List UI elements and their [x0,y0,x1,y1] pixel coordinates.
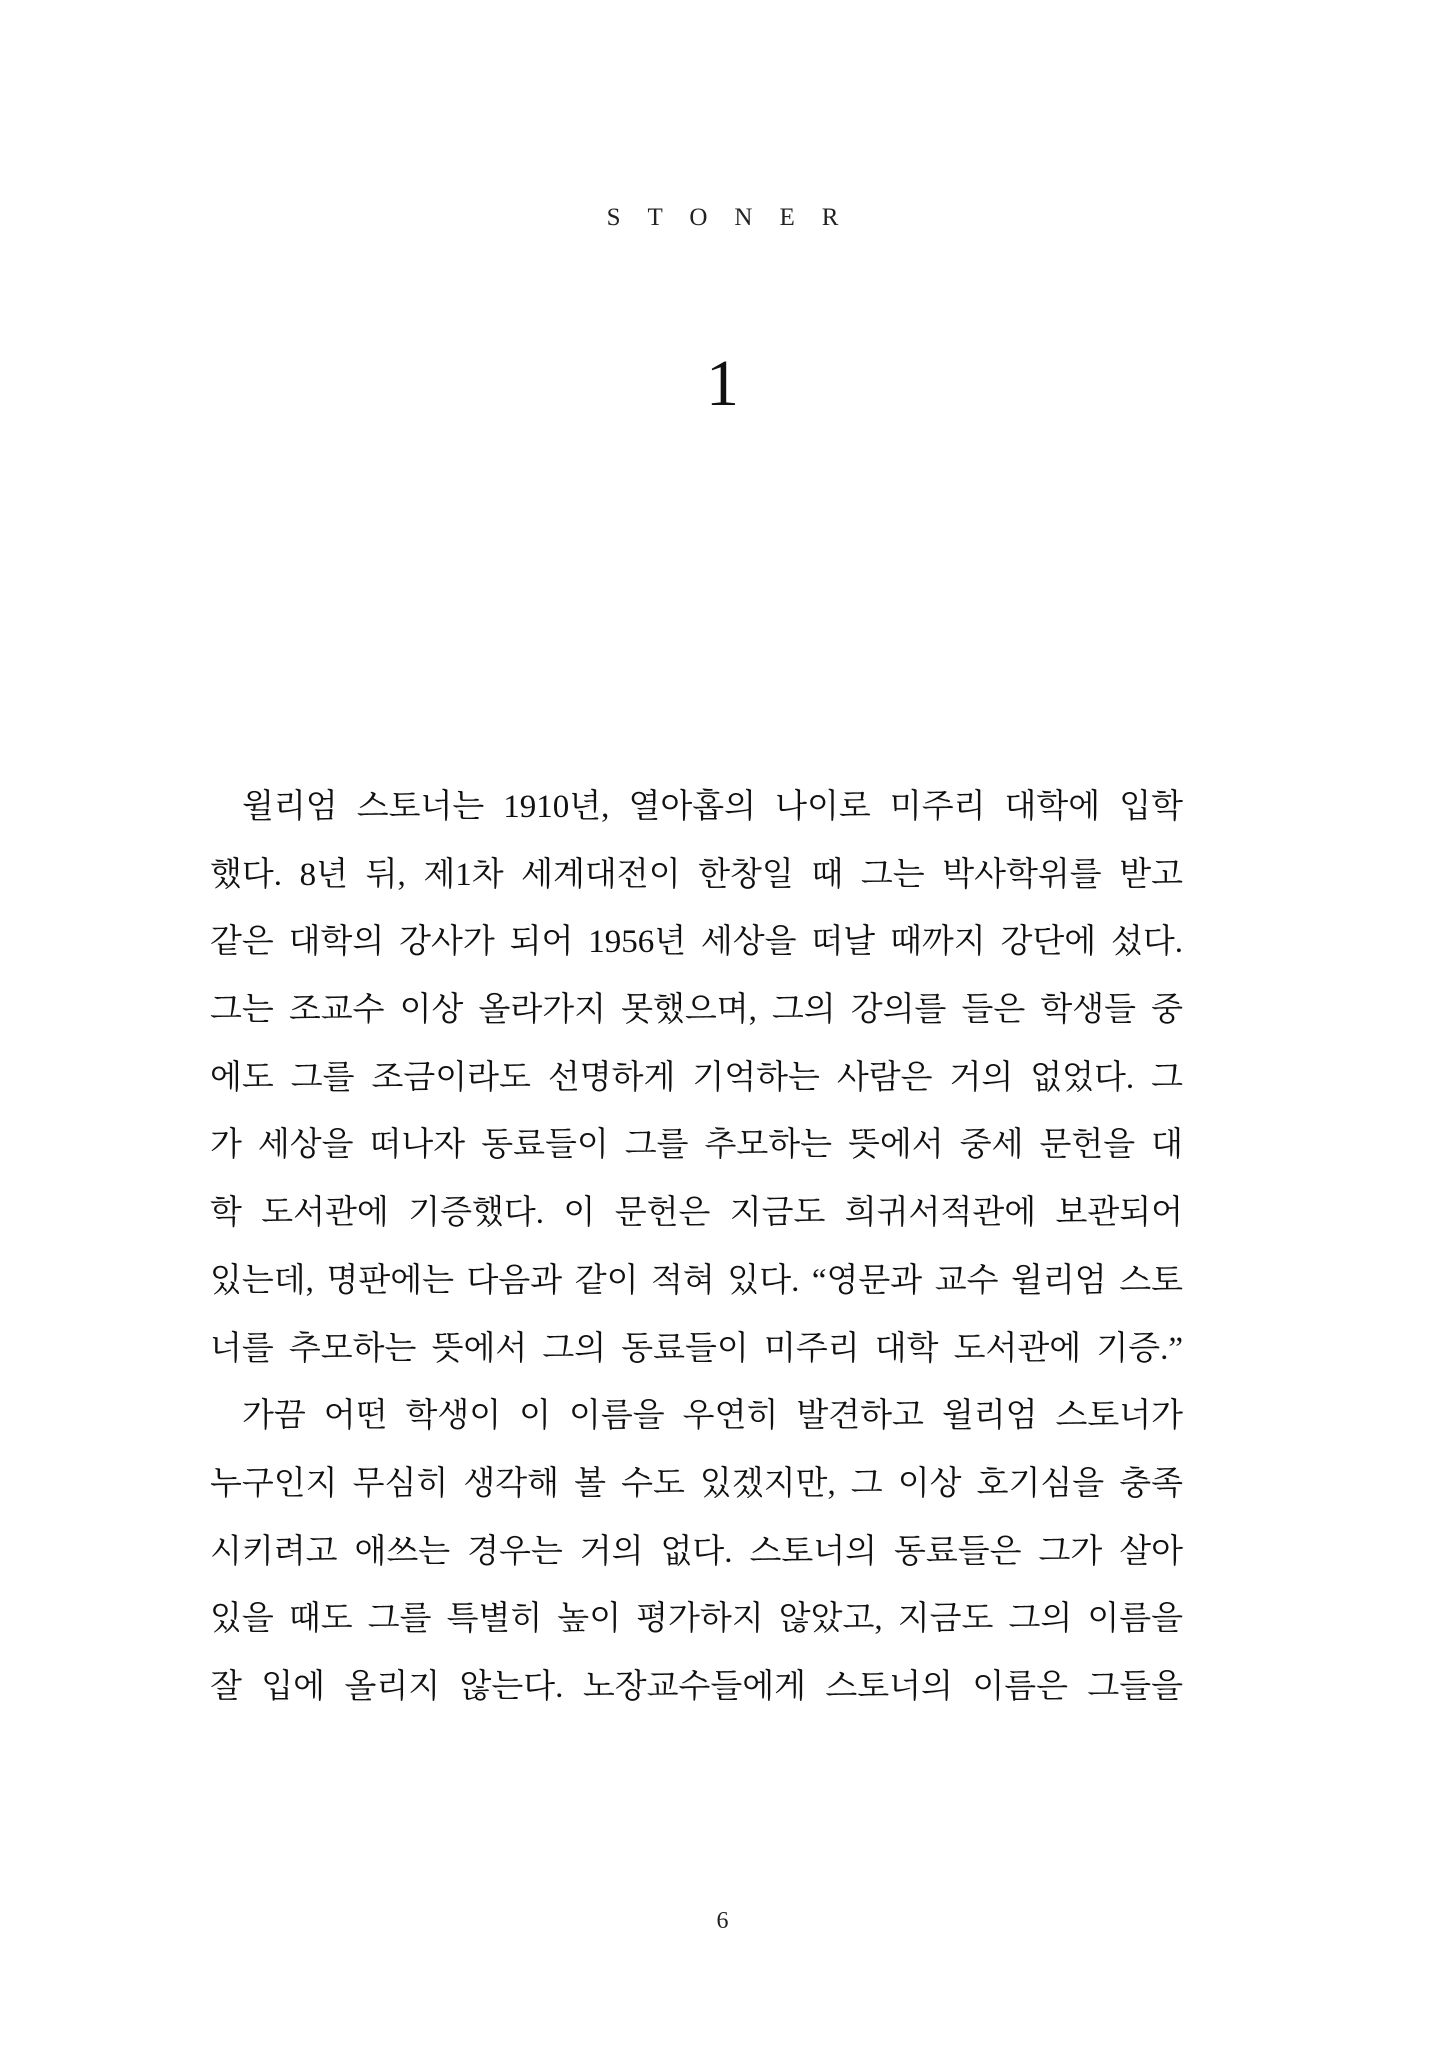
page-number: 6 [716,1908,729,1934]
paragraph-1-line-6: 가 세상을 떠나자 동료들이 그를 추모하는 뜻에서 중세 문헌을 대 [210,1127,1183,1164]
paragraph-1-line-8: 있는데, 명판에는 다음과 같이 적혀 있다. “영문과 교수 윌리엄 스토 [210,1262,1183,1299]
paragraph-1-line-9: 너를 추모하는 뜻에서 그의 동료들이 미주리 대학 도서관에 기증.” [210,1330,1183,1367]
paragraph-2-line-1: 가끔 어떤 학생이 이 이름을 우연히 발견하고 윌리엄 스토너가 [242,1398,1183,1435]
paragraph-1-line-7: 학 도서관에 기증했다. 이 문헌은 지금도 희귀서적관에 보관되어 [210,1195,1183,1232]
chapter-number: 1 [706,347,739,420]
body-text [210,774,1183,1722]
paragraph-1-line-3: 같은 대학의 강사가 되어 1956년 세상을 떠날 때까지 강단에 섰다. [210,924,1183,961]
running-head-title: STONER [606,204,866,231]
paragraph-1-line-1: 윌리엄 스토너는 1910년, 열아홉의 나이로 미주리 대학에 입학 [242,789,1183,825]
paragraph-2-line-3: 시키려고 애쓰는 경우는 거의 없다. 스토너의 동료들은 그가 살아 [210,1533,1183,1570]
paragraph-2-line-5: 잘 입에 올리지 않는다. 노장교수들에게 스토너의 이름은 그들을 [210,1668,1183,1705]
paragraph-1-line-5: 에도 그를 조금이라도 선명하게 기억하는 사람은 거의 없었다. 그 [210,1059,1183,1096]
paragraph-2-line-2: 누구인지 무심히 생각해 볼 수도 있겠지만, 그 이상 호기심을 충족 [210,1465,1183,1502]
paragraph-1-line-4: 그는 조교수 이상 올라가지 못했으며, 그의 강의를 들은 학생들 중 [210,992,1183,1029]
paragraph-2-line-4: 있을 때도 그를 특별히 높이 평가하지 않았고, 지금도 그의 이름을 [210,1601,1183,1638]
paragraph-1-line-2: 했다. 8년 뒤, 제1차 세계대전이 한창일 때 그는 박사학위를 받고 [210,856,1183,893]
